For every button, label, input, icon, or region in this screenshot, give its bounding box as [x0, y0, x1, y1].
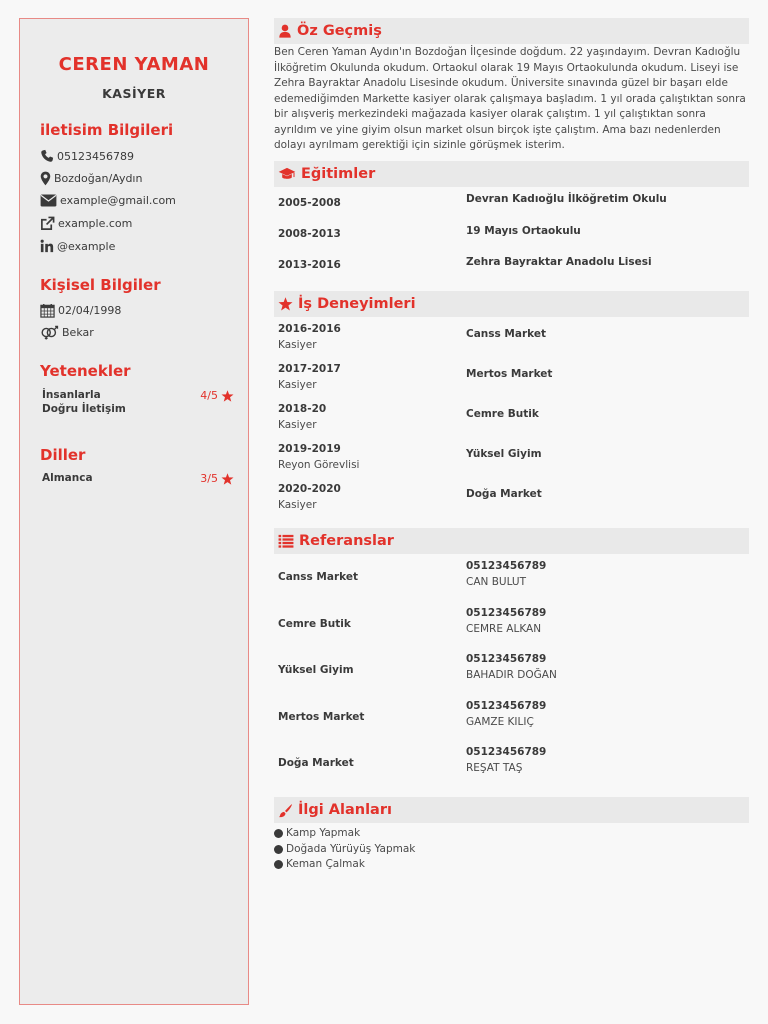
experience-company: Canss Market — [466, 328, 546, 340]
external-link-icon — [40, 216, 55, 231]
experience-company: Doğa Market — [466, 488, 542, 500]
contact-linkedin — [40, 239, 115, 253]
education-school: Devran Kadıoğlu İlköğretim Okulu — [466, 193, 667, 205]
experience-entry — [278, 403, 326, 431]
reference-person: BAHADIR DOĞAN — [466, 669, 557, 681]
education-years: 2008-2013 — [278, 228, 341, 240]
reference-contact — [466, 746, 546, 774]
reference-person: REŞAT TAŞ — [466, 762, 523, 774]
personal-birthdate — [40, 303, 121, 318]
reference-person: CEMRE ALKAN — [466, 623, 542, 635]
paintbrush-icon — [278, 803, 293, 818]
reference-contact — [466, 607, 546, 635]
interest-text: Doğada Yürüyüş Yapmak — [286, 843, 416, 855]
profile-title: KASİYER — [102, 86, 166, 101]
reference-company: Cemre Butik — [278, 618, 351, 630]
contact-email-text[interactable]: example@gmail.com — [60, 194, 176, 207]
experience-role: Kasiyer — [278, 419, 317, 431]
reference-contact — [466, 700, 546, 728]
skills-heading: Yetenekler — [40, 362, 131, 380]
reference-company: Canss Market — [278, 571, 358, 583]
reference-phone: 05123456789 — [466, 746, 547, 758]
reference-phone: 05123456789 — [466, 653, 547, 665]
skill-item — [42, 389, 234, 415]
sidebar — [19, 18, 249, 1005]
contact-heading: iletisim Bilgileri — [40, 121, 174, 139]
bullet-icon — [274, 829, 283, 838]
experience-role: Kasiyer — [278, 379, 317, 391]
interest-item — [274, 827, 360, 839]
experience-role: Kasiyer — [278, 339, 317, 351]
education-school: Zehra Bayraktar Anadolu Lisesi — [466, 256, 652, 268]
contact-location — [40, 171, 142, 186]
profile-name: CEREN YAMAN — [58, 54, 210, 75]
interests-section-header — [274, 797, 749, 823]
contact-linkedin-text[interactable]: @example — [57, 239, 116, 253]
interests-heading: İlgi Alanları — [298, 802, 392, 818]
contact-email — [40, 194, 176, 207]
experience-entry — [278, 483, 341, 511]
reference-contact — [466, 653, 557, 681]
calendar-icon — [40, 303, 55, 318]
map-marker-icon — [40, 171, 51, 186]
contact-phone — [40, 149, 134, 163]
language-item — [42, 472, 234, 484]
education-years: 2013-2016 — [278, 259, 341, 271]
experience-years: 2017-2017 — [278, 363, 341, 375]
skill-name-line1: İnsanlarla — [42, 389, 101, 401]
star-icon — [221, 390, 234, 402]
experience-entry — [278, 323, 341, 351]
summary-section-header — [274, 18, 749, 44]
marital-text: Bekar — [62, 326, 94, 339]
interest-text: Keman Çalmak — [286, 858, 365, 870]
reference-person: GAMZE KILIÇ — [466, 716, 534, 728]
star-icon — [278, 297, 293, 311]
experience-role: Kasiyer — [278, 499, 317, 511]
reference-company: Doğa Market — [278, 757, 354, 769]
education-section-header — [274, 161, 749, 187]
interest-item — [274, 843, 415, 855]
list-icon — [278, 534, 294, 548]
birthdate-text: 02/04/1998 — [58, 304, 122, 317]
reference-contact — [466, 560, 546, 588]
personal-heading: Kişisel Bilgiler — [40, 276, 161, 294]
graduation-cap-icon — [278, 167, 296, 181]
skill-name-line2: Doğru İletişim — [42, 403, 126, 415]
bullet-icon — [274, 845, 283, 854]
education-years: 2005-2008 — [278, 197, 341, 209]
language-level — [200, 472, 234, 485]
references-section-header — [274, 528, 749, 554]
languages-heading: Diller — [40, 446, 86, 464]
reference-phone: 05123456789 — [466, 607, 547, 619]
interest-text: Kamp Yapmak — [286, 827, 361, 839]
reference-company: Yüksel Giyim — [278, 664, 354, 676]
linkedin-icon — [40, 239, 54, 253]
personal-marital — [40, 325, 94, 340]
experience-years: 2018-20 — [278, 403, 327, 415]
skill-level — [200, 389, 234, 402]
phone-icon — [40, 149, 54, 163]
education-heading: Eğitimler — [301, 166, 376, 182]
summary-heading: Öz Geçmiş — [297, 23, 382, 39]
user-icon — [278, 24, 292, 38]
contact-website — [40, 216, 132, 231]
skill-level-text: 4/5 — [200, 389, 218, 402]
experience-company: Mertos Market — [466, 368, 553, 380]
experience-heading: İş Deneyimleri — [298, 296, 416, 312]
contact-website-text[interactable]: example.com — [58, 217, 133, 230]
experience-years: 2020-2020 — [278, 483, 341, 495]
experience-entry — [278, 443, 359, 471]
reference-company: Mertos Market — [278, 711, 365, 723]
experience-section-header — [274, 291, 749, 317]
reference-person: CAN BULUT — [466, 576, 527, 588]
envelope-icon — [40, 194, 57, 207]
experience-years: 2019-2019 — [278, 443, 341, 455]
reference-phone: 05123456789 — [466, 700, 547, 712]
experience-role: Reyon Görevlisi — [278, 459, 360, 471]
experience-years: 2016-2016 — [278, 323, 341, 335]
interest-item — [274, 858, 365, 870]
experience-company: Cemre Butik — [466, 408, 539, 420]
reference-phone: 05123456789 — [466, 560, 547, 572]
references-heading: Referanslar — [299, 533, 394, 549]
experience-company: Yüksel Giyim — [466, 448, 542, 460]
language-level-text: 3/5 — [200, 472, 218, 485]
contact-location-text: Bozdoğan/Aydın — [54, 172, 143, 185]
summary-text: Ben Ceren Yaman Aydın'ın Bozdoğan İlçesinde doğdum. 22 yaşındayım. Devran Kadıoğlu İlköğretim Okulunda okudum. Ortaokul olarak 19 Mayıs Ortaokulunda okudum. Liseyi ise Zehra Bayraktar Anadolu Lisesinde okudum. Üniversite sınavında güzel bir başarı elde edemediğimden Markette kasiyer olarak çalışmaya başladım. 1 yıl orada çalıştıktan sonra bir alışveriş merkezindeki mağazada kasiyer olarak çalıştım. 1 yıl çalıştıktan sonra ayrıldım ve yine giyim olsun market olsun birçok işte çalıştım. Ama bazı nedenlerden dolayı ayrılmam gerektiği için sizinle görüşmek isterim. — [274, 46, 746, 151]
gender-icon — [40, 325, 59, 340]
contact-phone-text: 05123456789 — [57, 149, 134, 163]
language-name: Almanca — [42, 472, 93, 484]
experience-entry — [278, 363, 341, 391]
star-icon — [221, 473, 234, 485]
bullet-icon — [274, 860, 283, 869]
education-school: 19 Mayıs Ortaokulu — [466, 225, 581, 237]
